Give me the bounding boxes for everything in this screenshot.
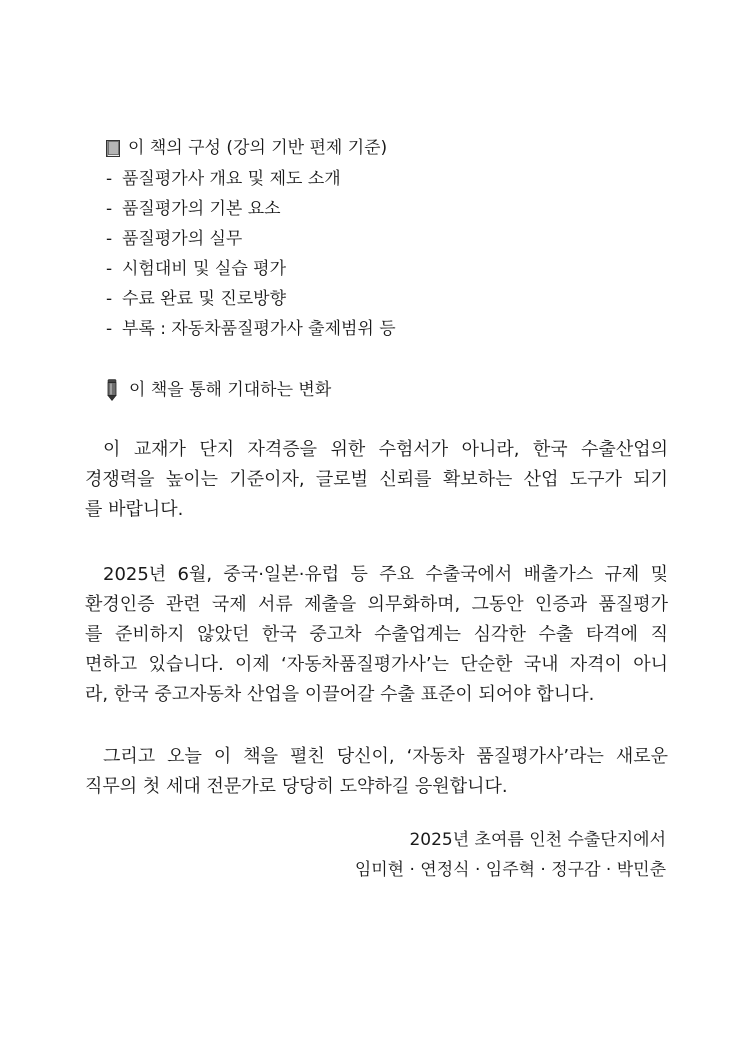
- list-item-text: 품질평가의 실무: [122, 229, 243, 249]
- list-item: [106, 164, 396, 194]
- list-item-text: 품질평가사 개요 및 제도 소개: [122, 169, 341, 189]
- bullet-dash: -: [106, 229, 113, 249]
- signature-place-date: 2025년 초여름 인천 수출단지에서: [409, 830, 666, 850]
- change-heading: [106, 378, 331, 402]
- paragraph-line: 면하고 있습니다. 이제 ‘자동차품질평가사’는 단순한 국내 자격이 아니: [85, 654, 668, 675]
- paragraph-line: 이 교재가 단지 자격증을 위한 수험서가 아니라, 한국 수출산업의: [103, 439, 668, 460]
- list-item: [106, 224, 396, 254]
- list-item-text: 부록 : 자동차품질평가사 출제범위 등: [122, 319, 396, 339]
- list-item-text: 시험대비 및 실습 평가: [122, 259, 287, 279]
- bullet-dash: -: [106, 259, 113, 279]
- paragraph-line: 환경인증 관련 국제 서류 제출을 의무화하며, 그동안 인증과 품질평가: [85, 594, 668, 615]
- paragraph-line: 2025년 6월, 중국·일본·유럽 등 주요 수출국에서 배출가스 규제 및: [103, 564, 668, 585]
- paragraph-line: 그리고 오늘 이 책을 펼친 당신이, ‘자동차 품질평가사’라는 새로운: [103, 746, 668, 767]
- change-title: 이 책을 통해 기대하는 변화: [129, 380, 332, 400]
- paragraph-3: [85, 742, 668, 802]
- paragraph-line: 를 바랍니다.: [85, 499, 184, 520]
- bullet-dash: -: [106, 319, 113, 339]
- pen-icon: [107, 379, 117, 401]
- list-item: [106, 254, 396, 284]
- paragraph-line: 직무의 첫 세대 전문가로 당당히 도약하길 응원합니다.: [85, 776, 508, 797]
- book-icon: [106, 140, 120, 157]
- paragraph-1: [85, 435, 668, 525]
- paragraph-line: 라, 한국 중고자동차 산업을 이끌어갈 수출 표준이 되어야 합니다.: [85, 684, 595, 705]
- structure-list: [106, 164, 396, 344]
- structure-title: 이 책의 구성 (강의 기반 편제 기준): [128, 138, 388, 158]
- bullet-dash: -: [106, 289, 113, 309]
- list-item: [106, 314, 396, 344]
- list-item-text: 수료 완료 및 진로방향: [122, 289, 287, 309]
- signature-authors: 임미현 · 연정식 · 임주혁 · 정구감 · 박민춘: [354, 860, 666, 880]
- list-item: [106, 194, 396, 224]
- signature-block: [355, 825, 666, 885]
- structure-heading: [106, 136, 387, 160]
- paragraph-2: [85, 560, 668, 710]
- bullet-dash: -: [106, 169, 113, 189]
- bullet-dash: -: [106, 199, 113, 219]
- paragraph-line: 경쟁력을 높이는 기준이자, 글로벌 신뢰를 확보하는 산업 도구가 되기: [85, 469, 668, 490]
- paragraph-line: 를 준비하지 않았던 한국 중고차 수출업계는 심각한 수출 타격에 직: [85, 624, 668, 645]
- list-item: [106, 284, 396, 314]
- list-item-text: 품질평가의 기본 요소: [122, 199, 281, 219]
